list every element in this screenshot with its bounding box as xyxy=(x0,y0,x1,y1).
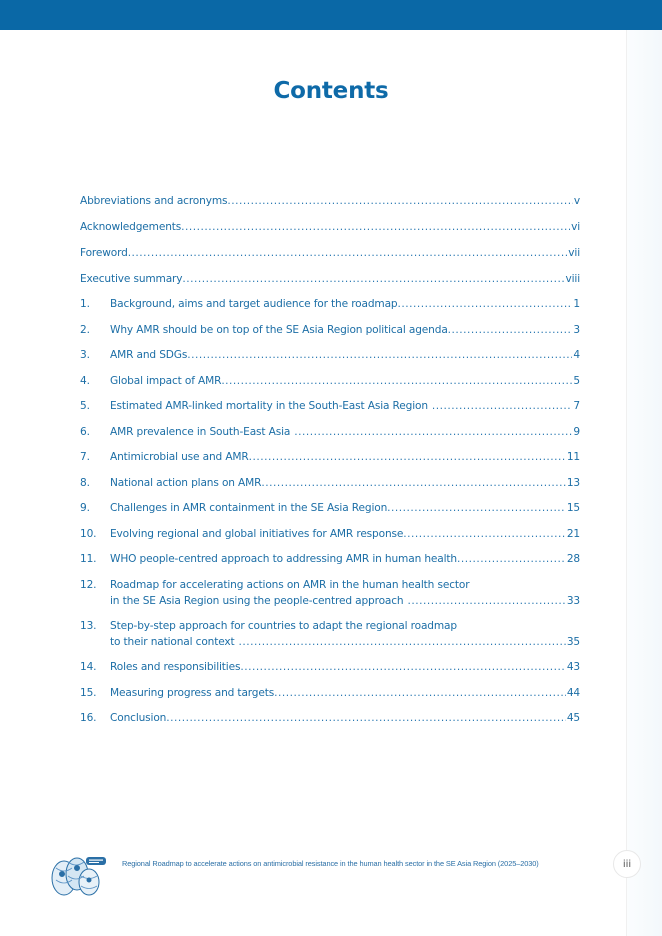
toc-entry-title: Estimated AMR-linked mortality in the South-East Asia Region xyxy=(110,400,428,412)
dot-leader xyxy=(398,298,573,310)
roadmap-logo-icon xyxy=(50,848,108,898)
toc-entry-page: 45 xyxy=(566,712,580,724)
toc-entry-title: Roles and responsibilities xyxy=(110,661,241,673)
toc-entry-number: 11. xyxy=(80,553,97,565)
dot-leader xyxy=(261,477,565,489)
toc-entry-page: 21 xyxy=(566,528,580,540)
toc-entry[interactable] xyxy=(80,451,580,463)
dot-leader xyxy=(181,221,570,233)
toc-entry-page: v xyxy=(573,195,580,207)
dot-leader xyxy=(221,375,572,387)
toc-entry-number: 1. xyxy=(80,298,90,310)
toc-entry-number: 12. xyxy=(80,579,97,591)
toc-entry-title: Abbreviations and acronyms xyxy=(80,195,228,207)
toc-entry-page: 9 xyxy=(573,426,580,438)
toc-entry-page: vi xyxy=(571,221,580,233)
toc-entry[interactable] xyxy=(80,620,580,648)
toc-entry[interactable] xyxy=(80,298,580,310)
toc-entry[interactable] xyxy=(80,687,580,699)
toc-entry-page: 7 xyxy=(573,400,580,412)
toc-entry-number: 15. xyxy=(80,687,97,699)
toc-entry-page: vii xyxy=(568,247,580,259)
toc-entry-page: 43 xyxy=(566,661,580,673)
dot-leader xyxy=(294,426,572,438)
dot-leader xyxy=(387,502,566,514)
toc-entry-number: 9. xyxy=(80,502,90,514)
toc-entry-number: 10. xyxy=(80,528,97,540)
toc-entry-number: 2. xyxy=(80,324,90,336)
toc-entry-page: viii xyxy=(565,273,580,285)
dot-leader xyxy=(128,247,568,259)
toc-entry-number: 14. xyxy=(80,661,97,673)
toc-entry[interactable] xyxy=(80,349,580,361)
toc-entry-page: 1 xyxy=(573,298,580,310)
dot-leader xyxy=(408,595,566,607)
toc-entry-number: 13. xyxy=(80,620,97,632)
toc-entry-title: Conclusion xyxy=(110,712,167,724)
toc-entry[interactable] xyxy=(80,477,580,489)
toc-entry[interactable] xyxy=(80,324,580,336)
toc-entry[interactable] xyxy=(80,273,580,285)
dot-leader xyxy=(182,273,564,285)
toc-entry-page: 15 xyxy=(566,502,580,514)
toc-entry-title: Background, aims and target audience for the roadmap xyxy=(110,298,398,310)
toc-entry-page: 44 xyxy=(566,687,580,699)
dot-leader xyxy=(239,636,566,648)
toc-entry-title: Why AMR should be on top of the SE Asia Region political agenda xyxy=(110,324,448,336)
dot-leader xyxy=(448,324,573,336)
toc-entry-number: 5. xyxy=(80,400,90,412)
dot-leader xyxy=(166,712,566,724)
toc-entry-page: 35 xyxy=(566,636,580,648)
dot-leader xyxy=(240,661,565,673)
toc-entry-title: Antimicrobial use and AMR xyxy=(110,451,249,463)
toc-entry-title: Acknowledgements xyxy=(80,221,182,233)
toc-entry-number: 8. xyxy=(80,477,90,489)
toc-entry-title-cont: in the SE Asia Region using the people-centred approach xyxy=(110,595,404,607)
toc-entry[interactable] xyxy=(80,400,580,412)
toc-entry-page: 3 xyxy=(573,324,580,336)
toc-entry[interactable] xyxy=(80,579,580,607)
dot-leader xyxy=(227,195,573,207)
toc-entry-title: Foreword xyxy=(80,247,128,259)
toc-entry[interactable] xyxy=(80,712,580,724)
toc-entry-title: Measuring progress and targets xyxy=(110,687,275,699)
toc-entry[interactable] xyxy=(80,375,580,387)
dot-leader xyxy=(457,553,566,565)
toc-entry-page: 4 xyxy=(573,349,580,361)
toc-entry-title: Step-by-step approach for countries to adapt the regional roadmap xyxy=(110,620,457,632)
toc-entry-number: 6. xyxy=(80,426,90,438)
page-edge-strip xyxy=(626,30,662,936)
header-bar xyxy=(0,0,662,30)
footer-title: Regional Roadmap to accelerate actions on antimicrobial resistance in the human health sector in the SE Asia Region (2025–2030) xyxy=(122,859,539,868)
toc-entry-title-cont: to their national context xyxy=(110,636,235,648)
toc-entry-page: 28 xyxy=(566,553,580,565)
toc-entry-title: WHO people-centred approach to addressing AMR in human health xyxy=(110,553,457,565)
toc-entry-number: 3. xyxy=(80,349,90,361)
toc-entry[interactable] xyxy=(80,195,580,207)
page-title: Contents xyxy=(273,78,389,104)
toc-entry[interactable] xyxy=(80,553,580,565)
toc-entry[interactable] xyxy=(80,221,580,233)
toc-entry-title: National action plans on AMR xyxy=(110,477,262,489)
toc-entry-number: 16. xyxy=(80,712,97,724)
toc-entry-title: Evolving regional and global initiatives for AMR response xyxy=(110,528,404,540)
toc-entry-number: 4. xyxy=(80,375,90,387)
toc-entry[interactable] xyxy=(80,426,580,438)
toc-entry[interactable] xyxy=(80,528,580,540)
toc-entry[interactable] xyxy=(80,661,580,673)
toc-entry-title: AMR prevalence in South-East Asia xyxy=(110,426,291,438)
toc-entry-title: Challenges in AMR containment in the SE Asia Region xyxy=(110,502,388,514)
dot-leader xyxy=(432,400,572,412)
toc-entry-page: 33 xyxy=(566,595,580,607)
toc-entry[interactable] xyxy=(80,502,580,514)
dot-leader xyxy=(187,349,572,361)
dot-leader xyxy=(274,687,566,699)
toc-entry-page: 11 xyxy=(566,451,580,463)
dot-leader xyxy=(249,451,566,463)
page-number: iii xyxy=(613,850,641,878)
toc-entry-title: AMR and SDGs xyxy=(110,349,188,361)
toc-entry-page: 13 xyxy=(566,477,580,489)
toc-entry-page: 5 xyxy=(573,375,580,387)
toc-entry-number: 7. xyxy=(80,451,90,463)
toc-entry-title: Executive summary xyxy=(80,273,183,285)
toc-entry[interactable] xyxy=(80,247,580,259)
toc-entry-title: Global impact of AMR xyxy=(110,375,222,387)
toc-entry-title: Roadmap for accelerating actions on AMR in the human health sector xyxy=(110,579,470,591)
dot-leader xyxy=(403,528,566,540)
